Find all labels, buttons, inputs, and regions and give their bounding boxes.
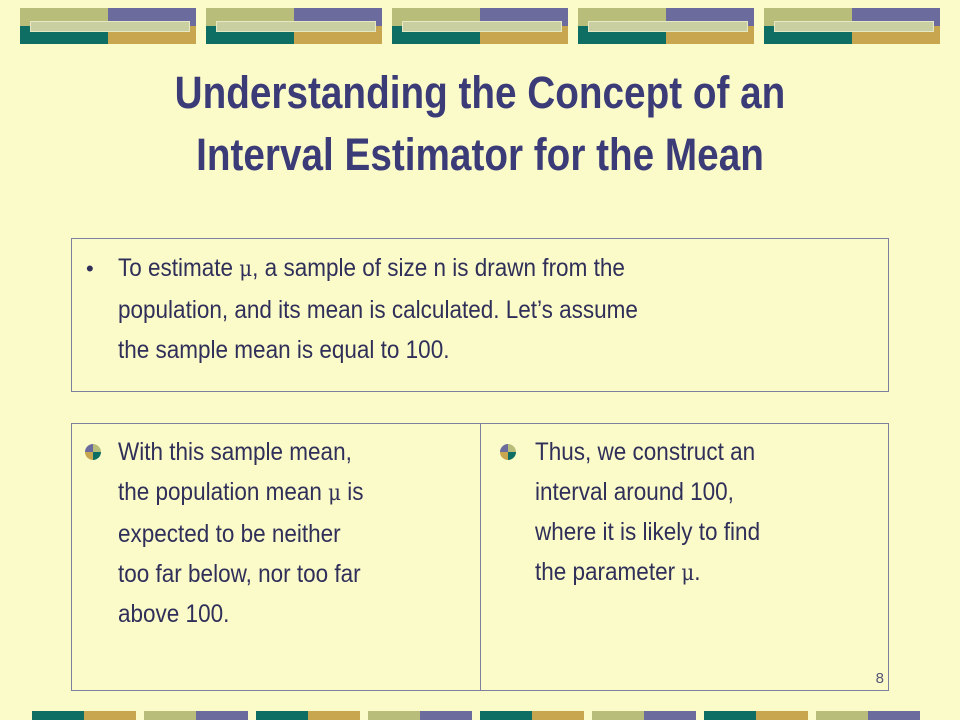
text-line: too far below, nor too far	[118, 560, 361, 588]
strip-block	[32, 711, 140, 720]
strip-block	[592, 711, 700, 720]
text-line: where it is likely to find	[535, 518, 761, 546]
top-bullet-text	[118, 248, 838, 370]
bottom-decorative-strip	[32, 711, 960, 720]
text-line: With this sample mean,	[118, 438, 352, 466]
column-divider	[480, 423, 481, 691]
text-span: To estimate	[118, 254, 240, 282]
text-line: above 100.	[118, 600, 230, 628]
strip-block	[368, 711, 476, 720]
title-line-1: Understanding the Concept of an	[174, 67, 786, 118]
right-bullet-text	[535, 432, 877, 594]
text-span: the population mean	[118, 478, 329, 506]
slide-title	[127, 62, 832, 186]
text-line: the sample mean is equal to 100.	[118, 336, 450, 364]
banner-block	[392, 8, 568, 44]
page-number: 8	[875, 670, 884, 687]
title-line-2: Interval Estimator for the Mean	[196, 129, 764, 180]
text-span: , a sample of size n is drawn from the	[252, 254, 625, 282]
strip-block	[704, 711, 812, 720]
text-span: .	[694, 558, 701, 586]
banner-block	[20, 8, 196, 44]
strip-block	[256, 711, 364, 720]
bullet-dot: •	[86, 256, 94, 281]
mu-symbol: μ	[239, 257, 253, 282]
text-span: is	[341, 478, 364, 506]
quadrant-bullet-icon	[85, 444, 101, 460]
banner-block	[206, 8, 382, 44]
quadrant-bullet-icon	[500, 444, 516, 460]
left-bullet-text	[118, 432, 469, 634]
top-decorative-banner	[20, 8, 940, 44]
strip-block	[480, 711, 588, 720]
text-line: interval around 100,	[535, 478, 734, 506]
banner-block	[764, 8, 940, 44]
mu-symbol: μ	[328, 481, 342, 506]
text-line: population, and its mean is calculated. Let’s assume	[118, 296, 638, 324]
mu-symbol: μ	[681, 561, 695, 586]
strip-block	[144, 711, 252, 720]
text-span: the parameter	[535, 558, 682, 586]
banner-block	[578, 8, 754, 44]
text-line: expected to be neither	[118, 520, 341, 548]
strip-block	[816, 711, 924, 720]
text-line: Thus, we construct an	[535, 438, 756, 466]
